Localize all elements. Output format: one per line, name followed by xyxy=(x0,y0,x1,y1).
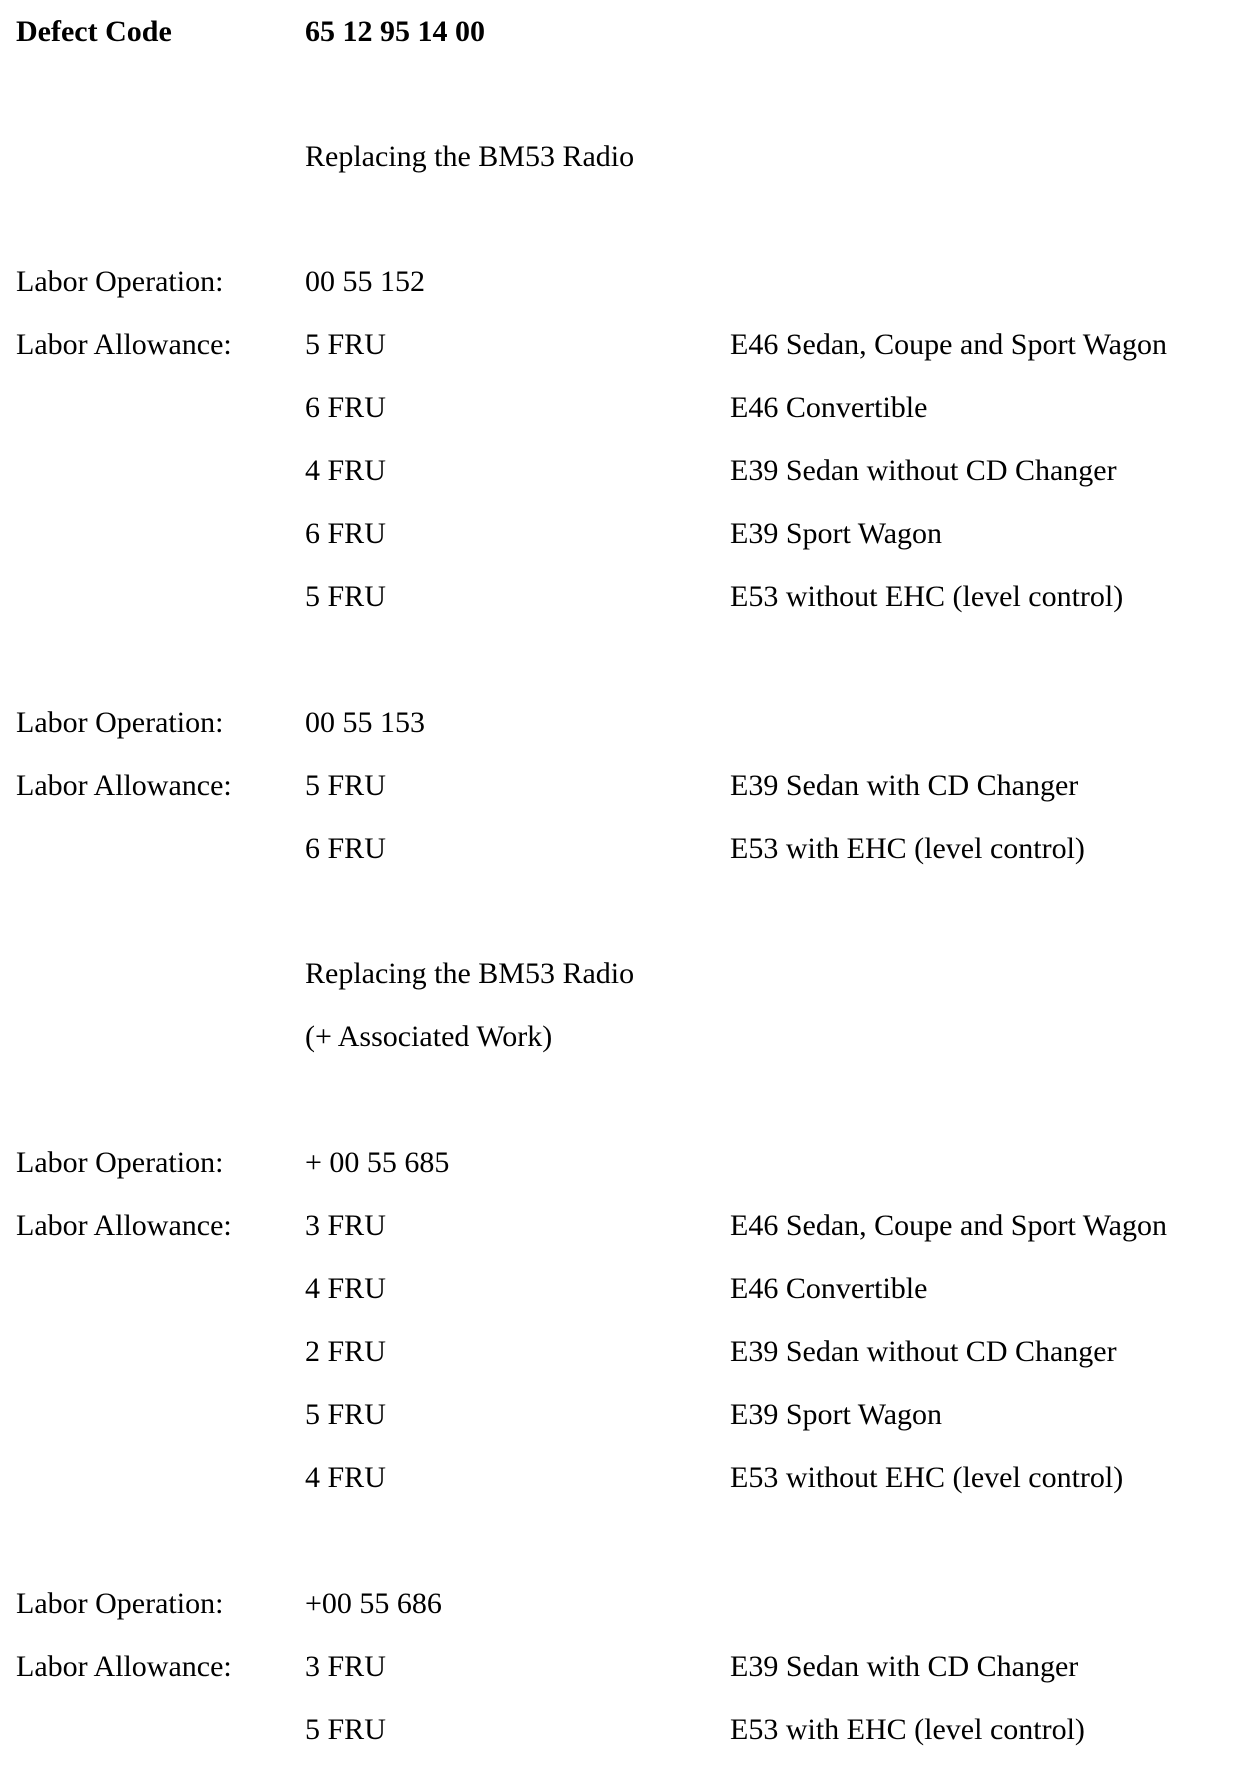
labor-operation-row xyxy=(0,703,1248,743)
labor-allowance-label: Labor Allowance: xyxy=(16,1650,232,1683)
labor-allowance-row xyxy=(0,1395,1248,1435)
labor-operation-row xyxy=(0,1143,1248,1183)
section-title-text: Replacing the BM53 Radio xyxy=(305,957,635,990)
defect-code-label: Defect Code xyxy=(16,15,172,48)
labor-allowance-row xyxy=(0,1206,1248,1246)
section-subtitle-text: (+ Associated Work) xyxy=(305,1020,553,1053)
labor-allowance-row xyxy=(0,1332,1248,1372)
labor-allowance-row xyxy=(0,1458,1248,1498)
defect-code-value: 65 12 95 14 00 xyxy=(305,15,485,48)
vehicle-model: E39 Sedan with CD Changer xyxy=(730,1650,1079,1683)
labor-allowance-row xyxy=(0,451,1248,491)
section-title xyxy=(0,137,1248,177)
labor-operation-label: Labor Operation: xyxy=(16,1146,224,1179)
vehicle-model: E39 Sport Wagon xyxy=(730,1398,943,1431)
labor-operation-label: Labor Operation: xyxy=(16,706,224,739)
vehicle-model: E46 Sedan, Coupe and Sport Wagon xyxy=(730,328,1167,361)
fru-value: 6 FRU xyxy=(305,517,386,550)
labor-allowance-row xyxy=(0,325,1248,365)
fru-value: 5 FRU xyxy=(305,769,386,802)
labor-allowance-row xyxy=(0,577,1248,617)
labor-operation-label: Labor Operation: xyxy=(16,265,224,298)
labor-operation-value: 00 55 153 xyxy=(305,706,425,739)
labor-allowance-row xyxy=(0,766,1248,806)
section-subtitle xyxy=(0,1017,1248,1057)
labor-allowance-row xyxy=(0,514,1248,554)
fru-value: 4 FRU xyxy=(305,454,386,487)
vehicle-model: E39 Sedan without CD Changer xyxy=(730,1335,1117,1368)
vehicle-model: E53 with EHC (level control) xyxy=(730,832,1085,865)
vehicle-model: E39 Sedan with CD Changer xyxy=(730,769,1079,802)
vehicle-model: E39 Sport Wagon xyxy=(730,517,943,550)
labor-operation-value: +00 55 686 xyxy=(305,1587,442,1620)
fru-value: 6 FRU xyxy=(305,391,386,424)
labor-allowance-label: Labor Allowance: xyxy=(16,769,232,802)
vehicle-model: E53 without EHC (level control) xyxy=(730,1461,1124,1494)
labor-allowance-row xyxy=(0,1269,1248,1309)
labor-allowance-row xyxy=(0,1647,1248,1687)
section-title-text: Replacing the BM53 Radio xyxy=(305,140,635,173)
fru-value: 5 FRU xyxy=(305,580,386,613)
section-title xyxy=(0,954,1248,994)
labor-operation-value: + 00 55 685 xyxy=(305,1146,450,1179)
fru-value: 2 FRU xyxy=(305,1335,386,1368)
labor-operation-label: Labor Operation: xyxy=(16,1587,224,1620)
labor-allowance-row xyxy=(0,829,1248,869)
labor-allowance-label: Labor Allowance: xyxy=(16,328,232,361)
labor-operation-value: 00 55 152 xyxy=(305,265,425,298)
fru-value: 5 FRU xyxy=(305,328,386,361)
vehicle-model: E46 Sedan, Coupe and Sport Wagon xyxy=(730,1209,1167,1242)
vehicle-model: E39 Sedan without CD Changer xyxy=(730,454,1117,487)
labor-operation-row xyxy=(0,1584,1248,1624)
fru-value: 4 FRU xyxy=(305,1272,386,1305)
fru-value: 6 FRU xyxy=(305,832,386,865)
labor-allowance-row xyxy=(0,1710,1248,1750)
vehicle-model: E46 Convertible xyxy=(730,391,928,424)
labor-allowance-row xyxy=(0,388,1248,428)
defect-code-row xyxy=(0,12,1248,52)
vehicle-model: E46 Convertible xyxy=(730,1272,928,1305)
vehicle-model: E53 with EHC (level control) xyxy=(730,1713,1085,1746)
fru-value: 3 FRU xyxy=(305,1209,386,1242)
labor-operation-row xyxy=(0,262,1248,302)
fru-value: 3 FRU xyxy=(305,1650,386,1683)
fru-value: 5 FRU xyxy=(305,1398,386,1431)
labor-allowance-label: Labor Allowance: xyxy=(16,1209,232,1242)
vehicle-model: E53 without EHC (level control) xyxy=(730,580,1124,613)
fru-value: 5 FRU xyxy=(305,1713,386,1746)
fru-value: 4 FRU xyxy=(305,1461,386,1494)
